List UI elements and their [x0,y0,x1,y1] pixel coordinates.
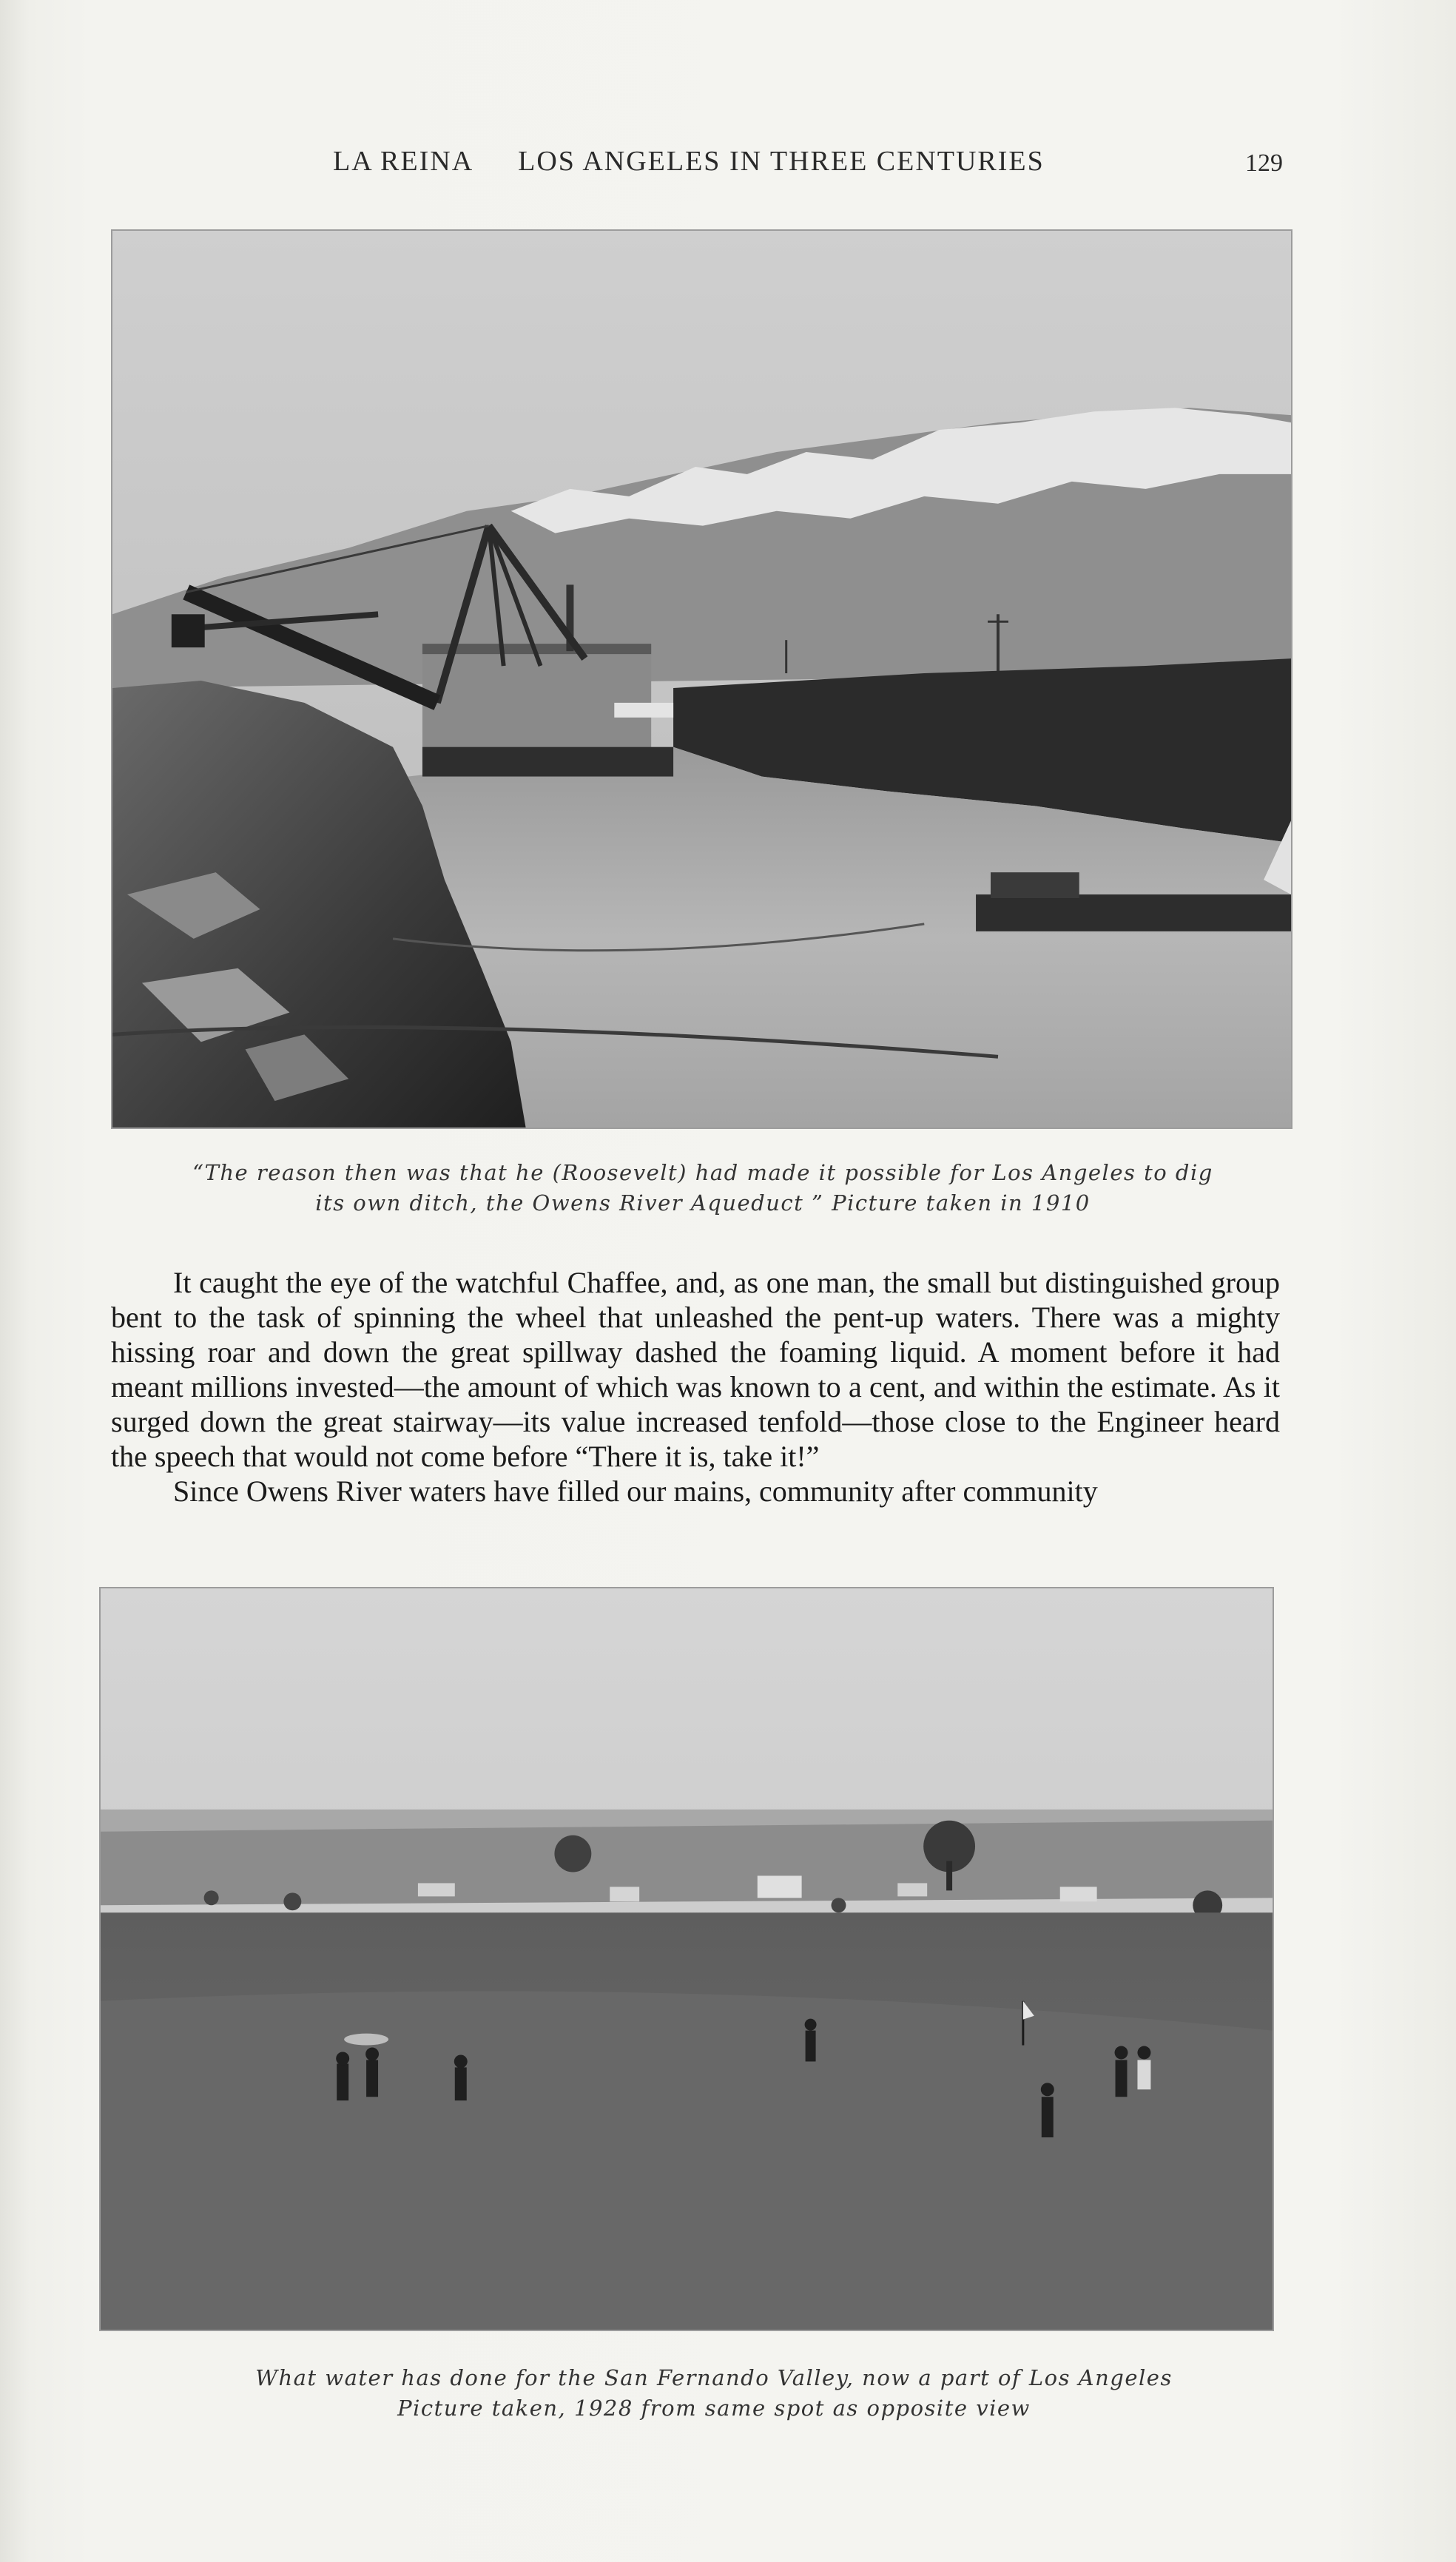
body-text [111,1265,1280,1508]
book-subtitle: LOS ANGELES IN THREE CENTURIES [518,146,1045,177]
bottom-photo-caption [148,2363,1280,2424]
bottom-caption-line-1: What water has done for the San Fernando Valley, now a part of Los Angeles [255,2365,1173,2390]
top-photo-caption [141,1158,1265,1218]
bottom-caption-line-2: Picture taken, 1928 from same spot as opposite view [397,2396,1031,2421]
aqueduct-dredge-photo [111,229,1292,1129]
top-caption-line-1: “The reason then was that he (Roosevelt) had made it possible for Los Angeles to dig [192,1160,1213,1185]
page-number: 129 [1245,149,1283,177]
golf-course-photo [99,1587,1274,2331]
body-paragraph-2: Since Owens River waters have filled our mains, community after community [173,1474,1098,1508]
body-paragraph-1: It caught the eye of the watchful Chaffee, and, as one man, the small but distinguished group bent to the task of spinning the wheel that unleashed the pent-up waters. There was a mighty hissing roar and down the great spillway dashed the foaming liquid. A moment before it had meant millions invested—the amount of which was known to a cent, and within the estimate. As it surged down the great stairway—its value increased tenfold—those close to the Engineer heard the speech that would not come before “There it is, take it!” [111,1266,1280,1473]
running-head [333,145,1045,178]
top-caption-line-2: its own ditch, the Owens River Aqueduct ” Picture taken in 1910 [315,1190,1091,1216]
golf-photo-image [101,1588,1273,2330]
dredge-photo-image [112,231,1291,1127]
book-title: LA REINA [333,146,474,177]
